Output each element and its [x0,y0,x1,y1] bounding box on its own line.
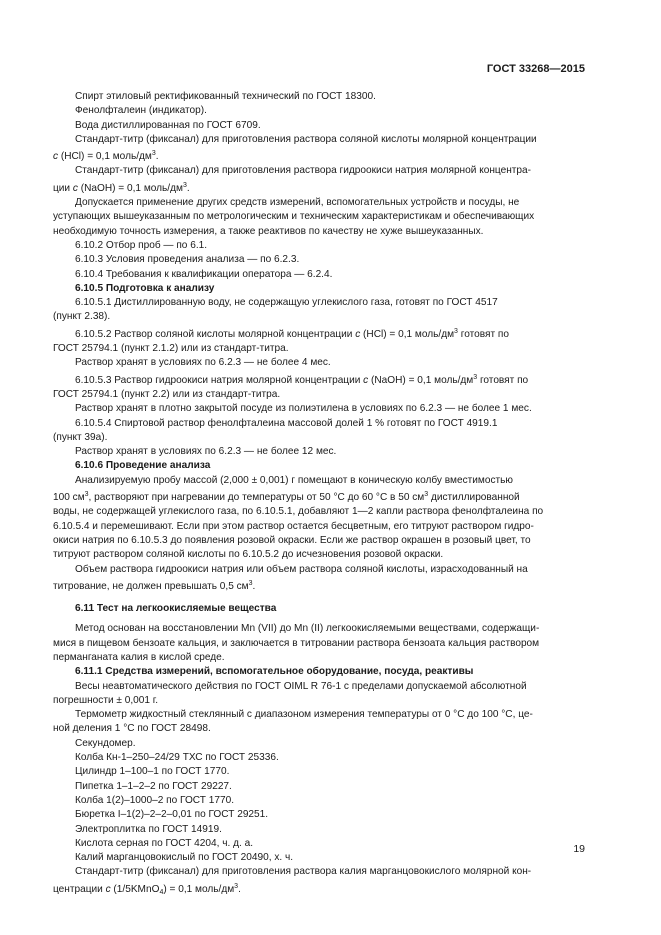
page-number: 19 [573,843,585,855]
paragraph: готовят по [477,374,529,386]
symbol-c: c [363,374,369,386]
paragraph: 6.10.5.1 Дистиллированную воду, не содержащую углекислого газа, готовят по ГОСТ 4517 [75,297,498,309]
document-header: ГОСТ 33268—2015 [486,63,585,75]
paragraph: Раствор хранят в плотно закрытой посуде из полиэтилена в условиях по 6.2.3 — не более 1 мес. [75,403,532,415]
paragraph: Фенолфталеин (индикатор). [75,105,207,117]
paragraph: титруют раствором соляной кислоты по 6.10.5.2 до исчезновения розовой окраски. [53,549,444,561]
document-body [53,90,586,900]
period: . [252,580,256,592]
symbol-c: c [355,328,361,340]
list-item: Электроплитка по ГОСТ 14919. [75,823,222,835]
paragraph: Метод основан на восстановлении Mn (VII) до Mn (II) легкоокисляемыми веществами, содержащи- [75,623,540,635]
superscript: 3 [248,579,253,587]
paragraph: 100 см [53,492,85,504]
list-item: Пипетка 1–1–2–2 по ГОСТ 29227. [75,780,232,792]
paragraph: (HCl) = 0,1 моль/дм [58,151,152,163]
paragraph: Допускается применение других средств измерений, вспомогательных устройств и посуды, не [75,197,520,209]
paragraph: 6.10.5.2 Раствор соляной кислоты молярной концентрации [75,328,356,340]
paragraph: мися в пищевом бензоате кальция, и заключается в титровании раствора бензоата кальция раствором [53,637,540,649]
list-item: Калий марганцовокислый по ГОСТ 20490, х. ч. [75,852,294,864]
paragraph: готовят по [457,328,509,340]
period: . [155,151,159,163]
superscript: 3 [182,181,187,189]
period: . [238,883,241,895]
paragraph: титрование, не должен превышать 0,5 см [53,580,249,592]
paragraph: 6.10.5.4 Спиртовой раствор фенолфталеина массовой долей 1 % готовят по ГОСТ 4919.1 [75,417,498,429]
list-item: Колба Кн-1–250–24/29 ТХС по ГОСТ 25336. [75,752,279,764]
paragraph: Термометр жидкостный стеклянный с диапазоном измерения температуры от 0 °С до 100 °С, це- [75,709,533,721]
subscript: 4 [159,888,164,896]
paragraph: (NaOH) = 0,1 моль/дм [368,374,474,386]
paragraph: (NaOH) = 0,1 моль/дм [77,182,183,194]
paragraph: Весы неавтоматического действия по ГОСТ OIML R 76-1 с пределами допускаемой абсолютной [75,680,527,692]
paragraph: 6.10.3 Условия проведения анализа — по 6.2.3. [75,254,300,266]
paragraph: погрешности ± 0,001 г. [53,694,159,706]
paragraph: Анализируемую пробу массой (2,000 ± 0,001) г помещают в коническую колбу вместимостью [75,474,513,486]
paragraph: перманганата калия в кислой среде. [53,651,225,663]
paragraph: окиси натрия по 6.10.5.3 до появления розовой окраски. Если же раствор окрашен в розовый цвет, то [53,534,531,546]
paragraph: ции [53,182,73,194]
paragraph: Раствор хранят в условиях по 6.2.3 — не более 12 мес. [75,446,337,458]
paragraph: Стандарт-титр (фиксанал) для приготовления раствора калия марганцовокислого молярной кон- [75,866,532,878]
symbol-c: c [72,182,78,194]
list-item: Секундомер. [75,737,136,749]
paragraph: центрации [53,883,106,895]
paragraph: Стандарт-титр (фиксанал) для приготовления раствора соляной кислоты молярной концентрации [75,133,537,145]
superscript: 3 [151,150,156,158]
paragraph: Объем раствора гидроокиси натрия или объем раствора соляной кислоты, израсходованный на [75,563,528,575]
paragraph: Вода дистиллированная по ГОСТ 6709. [75,119,261,131]
list-item: Кислота серная по ГОСТ 4204, ч. д. а. [75,837,254,849]
paragraph: Спирт этиловый ректификованный технический по ГОСТ 18300. [75,91,376,102]
symbol-c: c [53,151,59,163]
paragraph: Раствор хранят в условиях по 6.2.3 — не более 4 мес. [75,357,331,369]
paragraph: ГОСТ 25794.1 (пункт 2.1.2) или из стандарт-титра. [53,343,289,355]
superscript: 3 [473,373,478,381]
paragraph: Стандарт-титр (фиксанал) для приготовления раствора гидроокиси натрия молярной концентра- [75,165,531,177]
paragraph: (HCl) = 0,1 моль/дм [360,328,455,340]
symbol-c: c [105,883,111,895]
section-heading: 6.10.6 Проведение анализа [75,460,211,472]
paragraph: 6.10.2 Отбор проб — по 6.1. [75,239,208,251]
superscript: 3 [234,882,239,890]
paragraph: уступающих вышеуказанным по метрологическим и техническим характеристикам и обеспечивающих [53,211,535,223]
paragraph: , растворяют при нагревании до температуры от 50 °С до 60 °С в 50 см [88,492,425,504]
period: . [186,182,190,194]
superscript: 3 [454,327,458,335]
list-item: Бюретка I–1(2)–2–2–0,01 по ГОСТ 29251. [75,809,269,821]
section-heading: 6.10.5 Подготовка к анализу [75,282,215,294]
paragraph: дистиллированной [428,492,520,504]
paragraph: (пункт 2.38). [53,311,111,323]
list-item: Колба 1(2)–1000–2 по ГОСТ 1770. [75,794,234,806]
list-item: Цилиндр 1–100–1 по ГОСТ 1770. [75,766,230,778]
section-heading: 6.11 Тест на легкоокисляемые вещества [75,603,277,615]
paragraph: воды, не содержащей углекислого газа, по 6.10.5.1, добавляют 1—2 капли раствора фенолфталеина по [53,506,544,518]
paragraph: (1/5KMnO [110,883,160,895]
superscript: 3 [424,491,429,499]
paragraph: ной деления 1 °С по ГОСТ 28498. [53,723,211,735]
paragraph: (пункт 39а). [53,431,108,443]
superscript: 3 [84,491,89,499]
paragraph: ) = 0,1 моль/дм [163,883,235,895]
paragraph: ГОСТ 25794.1 (пункт 2.2) или из стандарт-титра. [53,388,281,400]
section-heading: 6.11.1 Средства измерений, вспомогательное оборудование, посуда, реактивы [75,666,474,678]
paragraph: 6.10.4 Требования к квалификации оператора — 6.2.4. [75,268,333,280]
paragraph: 6.10.5.3 Раствор гидроокиси натрия молярной концентрации [75,374,364,386]
paragraph: необходимую точность измерения, а также реактивов по качеству не хуже вышеуказанных. [53,225,484,237]
paragraph: 6.10.5.4 и перемешивают. Если при этом раствор остается бесцветным, его титруют раствором гидро- [53,520,534,532]
